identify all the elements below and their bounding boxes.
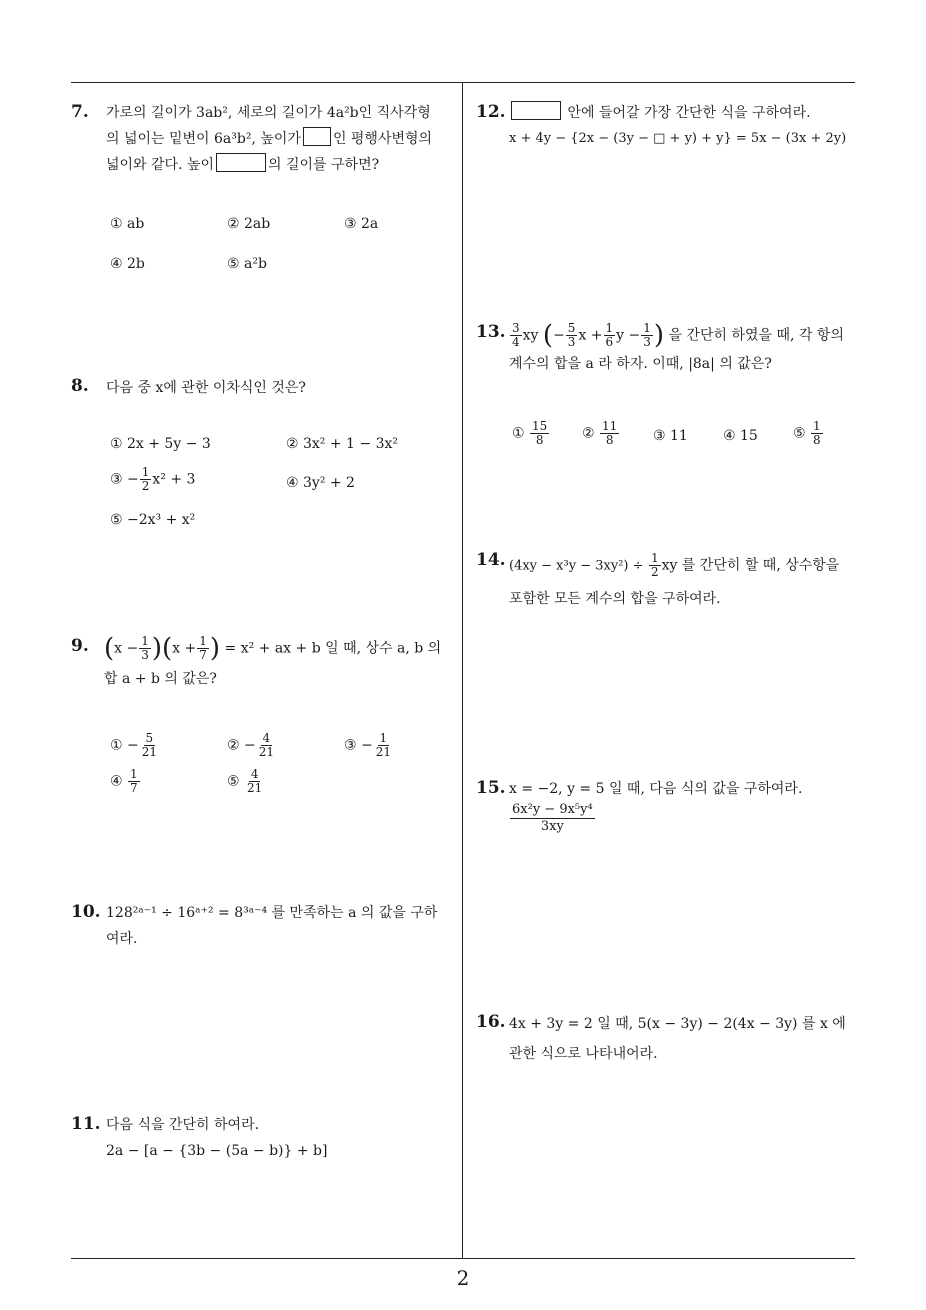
choice-prefix: ② [582, 425, 595, 442]
choice-4[interactable] [110, 768, 141, 795]
expr-part: x − [114, 640, 139, 657]
numerator: 15 [532, 419, 548, 433]
fraction [197, 635, 209, 662]
choice-5[interactable] [793, 420, 824, 447]
fraction [530, 420, 549, 447]
question-line [509, 322, 859, 349]
fraction [510, 802, 595, 835]
question-number: 14. [476, 550, 506, 570]
column-divider [462, 83, 463, 1259]
paren-open: ( [542, 320, 554, 351]
denominator: 2 [141, 479, 150, 493]
choice-2[interactable]: ② 2ab [227, 216, 271, 232]
question-line: 다음 식을 간단히 하여라. [106, 1117, 260, 1133]
paren-close: ) [653, 320, 665, 351]
fraction [600, 420, 619, 447]
denominator: 7 [130, 781, 138, 795]
fraction [374, 732, 393, 759]
numerator: 1 [141, 465, 150, 479]
denominator: 8 [605, 433, 614, 447]
denominator: 3xy [540, 819, 564, 834]
question-number: 11. [71, 1114, 101, 1134]
question-8-text: 다음 중 x에 관한 이차식인 것은? [106, 380, 306, 396]
question-number: 10. [71, 902, 101, 922]
choice-3[interactable]: ③ 11 [653, 428, 688, 444]
question-number: 15. [476, 778, 506, 798]
numerator: 4 [250, 767, 259, 781]
denominator: 8 [813, 433, 821, 447]
question-line [106, 152, 456, 178]
text-fragment: 넓이와 같다. 높이 [106, 157, 215, 173]
numerator: 1 [643, 321, 651, 335]
denominator: 21 [141, 745, 158, 759]
denominator: 3 [567, 335, 576, 349]
choice-prefix: ① − [110, 737, 139, 754]
expr-tail: 을 간단히 하였을 때, 각 항의 [668, 327, 844, 344]
numerator: 11 [602, 419, 618, 433]
numerator: 4 [262, 731, 271, 745]
choice-2[interactable] [582, 420, 620, 447]
denominator: 8 [535, 433, 544, 447]
fraction [641, 322, 653, 349]
choice-5[interactable] [227, 768, 265, 795]
question-12-text [509, 100, 859, 152]
question-number: 16. [476, 1012, 506, 1032]
choice-3[interactable]: ③ 2a [344, 216, 379, 232]
text-fragment: 인 평행사변형의 [332, 131, 433, 147]
question-line: 포함한 모든 계수의 합을 구하여라. [509, 590, 721, 607]
question-number: 9. [71, 636, 89, 656]
paren-open: ( [162, 633, 173, 664]
denominator: 21 [247, 781, 263, 795]
expr-part: − [553, 327, 565, 344]
choice-prefix: ③ − [110, 471, 139, 488]
fraction [566, 322, 578, 349]
question-line [509, 100, 859, 126]
denominator: 3 [141, 648, 149, 662]
question-number: 13. [476, 322, 506, 342]
numerator: 1 [813, 419, 821, 433]
denominator: 21 [258, 745, 275, 759]
choice-prefix: ③ − [344, 737, 373, 754]
question-line: 관한 식으로 나타내어라. [509, 1046, 658, 1062]
text-fragment: 안에 들어갈 가장 간단한 식을 구하여라. [567, 105, 811, 121]
choice-prefix: ④ [110, 773, 123, 790]
question-line [106, 126, 456, 152]
choice-4[interactable]: ④ 3y² + 2 [286, 475, 355, 491]
denominator: 2 [650, 565, 659, 579]
fraction [649, 552, 661, 579]
question-line: 4x + 3y = 2 일 때, 5(x − 3y) − 2(4x − 3y) 를 x 에 [509, 1016, 846, 1032]
choice-2[interactable]: ② 3x² + 1 − 3x² [286, 436, 398, 452]
choice-prefix: ① [512, 425, 525, 442]
question-number: 7. [71, 102, 89, 122]
question-15-text [509, 776, 859, 835]
question-7-text [106, 100, 456, 178]
choice-4[interactable]: ④ 15 [723, 428, 758, 444]
fraction [510, 322, 522, 349]
expr-part: x + [578, 327, 603, 344]
choice-5[interactable]: ⑤ a²b [227, 256, 267, 272]
expr-part: x + [172, 640, 197, 657]
choice-2[interactable] [227, 732, 277, 759]
fraction [257, 732, 276, 759]
fraction [811, 420, 823, 447]
expr-part: xy [522, 327, 539, 344]
choice-1[interactable] [110, 732, 160, 759]
choice-3[interactable] [110, 466, 195, 493]
question-line [509, 552, 859, 580]
question-10-text [106, 900, 461, 952]
choice-4[interactable]: ④ 2b [110, 256, 145, 272]
expr-part: y − [616, 327, 641, 344]
numerator: 1 [650, 551, 659, 565]
paren-close: ) [209, 633, 221, 664]
question-line: 가로의 길이가 3ab², 세로의 길이가 4a²b인 직사각형 [106, 105, 431, 121]
numerator: 1 [130, 767, 138, 781]
question-number: 12. [476, 102, 506, 122]
answer-blank-box [216, 153, 266, 172]
denominator: 4 [512, 335, 520, 349]
numerator: 1 [141, 634, 149, 648]
numerator: 6x²y − 9x⁵y⁴ [512, 802, 593, 817]
question-line: 128²ᵃ⁻¹ ÷ 16ᵃ⁺² = 8³ᵃ⁻⁴ 를 만족하는 a 의 값을 구하 [106, 905, 438, 921]
expr-part: (4xy − x³y − 3xy²) ÷ [509, 558, 644, 574]
denominator: 3 [643, 335, 651, 349]
fraction [139, 635, 151, 662]
choice-prefix: ② − [227, 737, 256, 754]
question-11-text [106, 1112, 327, 1164]
answer-blank-box [303, 127, 331, 146]
question-9-text [104, 635, 459, 692]
denominator: 21 [375, 745, 392, 759]
numerator: 3 [512, 321, 520, 335]
question-line: x = −2, y = 5 일 때, 다음 식의 값을 구하여라. [509, 781, 803, 797]
paren-open: ( [104, 633, 115, 664]
fraction [140, 466, 152, 493]
numerator: 1 [605, 321, 614, 335]
question-14-text [509, 552, 859, 612]
answer-blank-box [511, 101, 561, 120]
paren-close: ) [151, 633, 163, 664]
top-rule [71, 82, 855, 83]
fraction [245, 768, 264, 795]
choice-1[interactable] [512, 420, 550, 447]
page-number: 2 [456, 1266, 470, 1290]
question-line: 2a − [a − {3b − (5a − b)} + b] [106, 1143, 328, 1159]
choice-5[interactable]: ⑤ −2x³ + x² [110, 512, 196, 528]
numerator: 5 [145, 731, 154, 745]
choice-1[interactable]: ① ab [110, 216, 145, 232]
choice-suffix: x² + 3 [152, 471, 196, 488]
numerator: 1 [379, 731, 388, 745]
text-fragment: 의 넓이는 밑변이 6a³b², 높이가 [106, 131, 301, 147]
question-line: 합 a + b 의 값은? [104, 671, 217, 687]
choice-prefix: ⑤ [793, 425, 806, 442]
denominator: 7 [199, 648, 207, 662]
question-number: 8. [71, 376, 89, 396]
question-16-text [509, 1011, 859, 1067]
choice-1[interactable]: ① 2x + 5y − 3 [110, 436, 211, 452]
numerator: 1 [199, 634, 207, 648]
expr-tail: = x² + ax + b 일 때, 상수 a, b 의 [224, 640, 442, 657]
fraction [128, 768, 140, 795]
choice-3[interactable] [344, 732, 394, 759]
numerator: 5 [567, 321, 576, 335]
question-13-text [509, 322, 859, 377]
choice-prefix: ⑤ [227, 773, 240, 790]
bottom-rule [71, 1258, 855, 1259]
question-line: x + 4y − {2x − (3y − □ + y) + y} = 5x − (3x + 2y) [509, 131, 847, 146]
denominator: 6 [605, 335, 614, 349]
question-line: 여라. [106, 931, 138, 947]
question-line [104, 635, 459, 662]
fraction [604, 322, 616, 349]
expr-tail: xy 를 간단히 할 때, 상수항을 [661, 557, 840, 574]
question-line: 계수의 합을 a 라 하자. 이때, |8a| 의 값은? [509, 356, 772, 372]
fraction [140, 732, 159, 759]
text-fragment: 의 길이를 구하면? [268, 157, 380, 173]
